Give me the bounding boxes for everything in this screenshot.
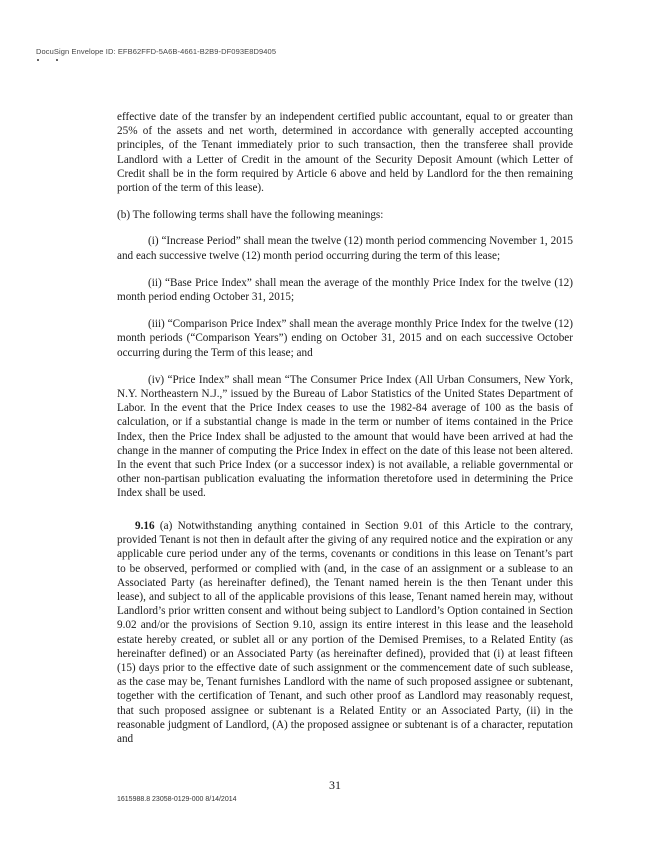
definition-base-price-index: (ii) “Base Price Index” shall mean the average of the monthly Price Index for the twelve (12) month period ending October 31, 2015; <box>117 276 573 304</box>
document-reference: 1615988.8 23058-0129-000 8/14/2014 <box>117 796 237 803</box>
definition-comparison-price-index: (iii) “Comparison Price Index” shall mean the average monthly Price Index for the twelve (12) month periods (“Comparison Years”) ending on October 31, 2015 and on each successive October occurring during the Term of this lease; and <box>117 318 573 359</box>
definition-price-index: (iv) “Price Index” shall mean “The Consumer Price Index (All Urban Consumers, New York, N.Y. Northeastern N.J.,” issued by the Bureau of Labor Statistics of the United States Department of Labor. In the event that the Price Index ceases to use the 1982-84 average of 100 as the basis of calculation, or if a substantial change is made in the term or number of items contained in the Price Index, then the Price Index shall be adjusted to the amount that would have been arrived at had the change in the manner of computing the Price Index in effect on the date of this lease not been altered. In the event that such Price Index (or a successor index) is not available, a reliable governmental or other non-partisan publication evaluating the information theretofore used in determining the Price Index shall be used. <box>117 373 573 500</box>
transfer-paragraph: effective date of the transfer by an independent certified public accountant, equal to or greater than 25% of the assets and net worth, determined in accordance with generally accepted accounting principles, of the Tenant immediately prior to such transaction, then the transferee shall provide Landlord with a Letter of Credit in the amount of the Security Deposit Amount (which Letter of Credit shall be in the form required by Article 6 above and held by Landlord for the then remaining portion of the term of this lease). <box>117 111 573 195</box>
section-9-16-text: (a) Notwithstanding anything contained in Section 9.01 of this Article to the contrary, provided Tenant is not then in default after the giving of any required notice and the expiration or any applicable cure period under any of the terms, covenants or conditions in this lease on Tenant’s part to be observed, performed or complied with (and, in the case of an assignment or a sublease to an Associated Party (as hereinafter defined), the Tenant named herein is the then Tenant under this lease), and subject to all of the applicable provisions of this lease, Tenant named herein may, without Landlord’s prior written consent and without being subject to Landlord’s Option contained in Section 9.02 and/or the provisions of Section 9.10, assign its entire interest in this lease and the leasehold estate hereby created, or sublet all or any portion of the Demised Premises, to a Related Entity (as hereinafter defined) or an Associated Party (as hereinafter defined), provided that (i) at least fifteen (15) days prior to the effective date of such assignment or the commencement date of such sublease, as the case may be, Tenant furnishes Landlord with the name of such proposed assignee or subtenant, together with the certification of Tenant, and such other proof as Landlord may reasonably request, that such proposed assignee or subtenant is a Related Entity or an Associated Party, (ii) in the reasonable judgment of Landlord, (A) the proposed assignee or subtenant is of a character, reputation and <box>117 520 573 746</box>
page-number: 31 <box>329 778 341 792</box>
docusign-envelope-id: DocuSign Envelope ID: EFB62FFD-5A6B-4661-B2B9-DF093E8D9405 <box>36 47 277 56</box>
definition-increase-period: (i) “Increase Period” shall mean the twelve (12) month period commencing November 1, 2015 and each successive twelve (12) month period occurring during the term of this lease; <box>117 235 573 262</box>
definitions-intro: (b) The following terms shall have the following meanings: <box>117 209 384 222</box>
section-number: 9.16 <box>135 520 155 532</box>
scan-marks <box>37 59 77 63</box>
section-9-16 <box>117 519 573 746</box>
document-body <box>117 110 573 514</box>
